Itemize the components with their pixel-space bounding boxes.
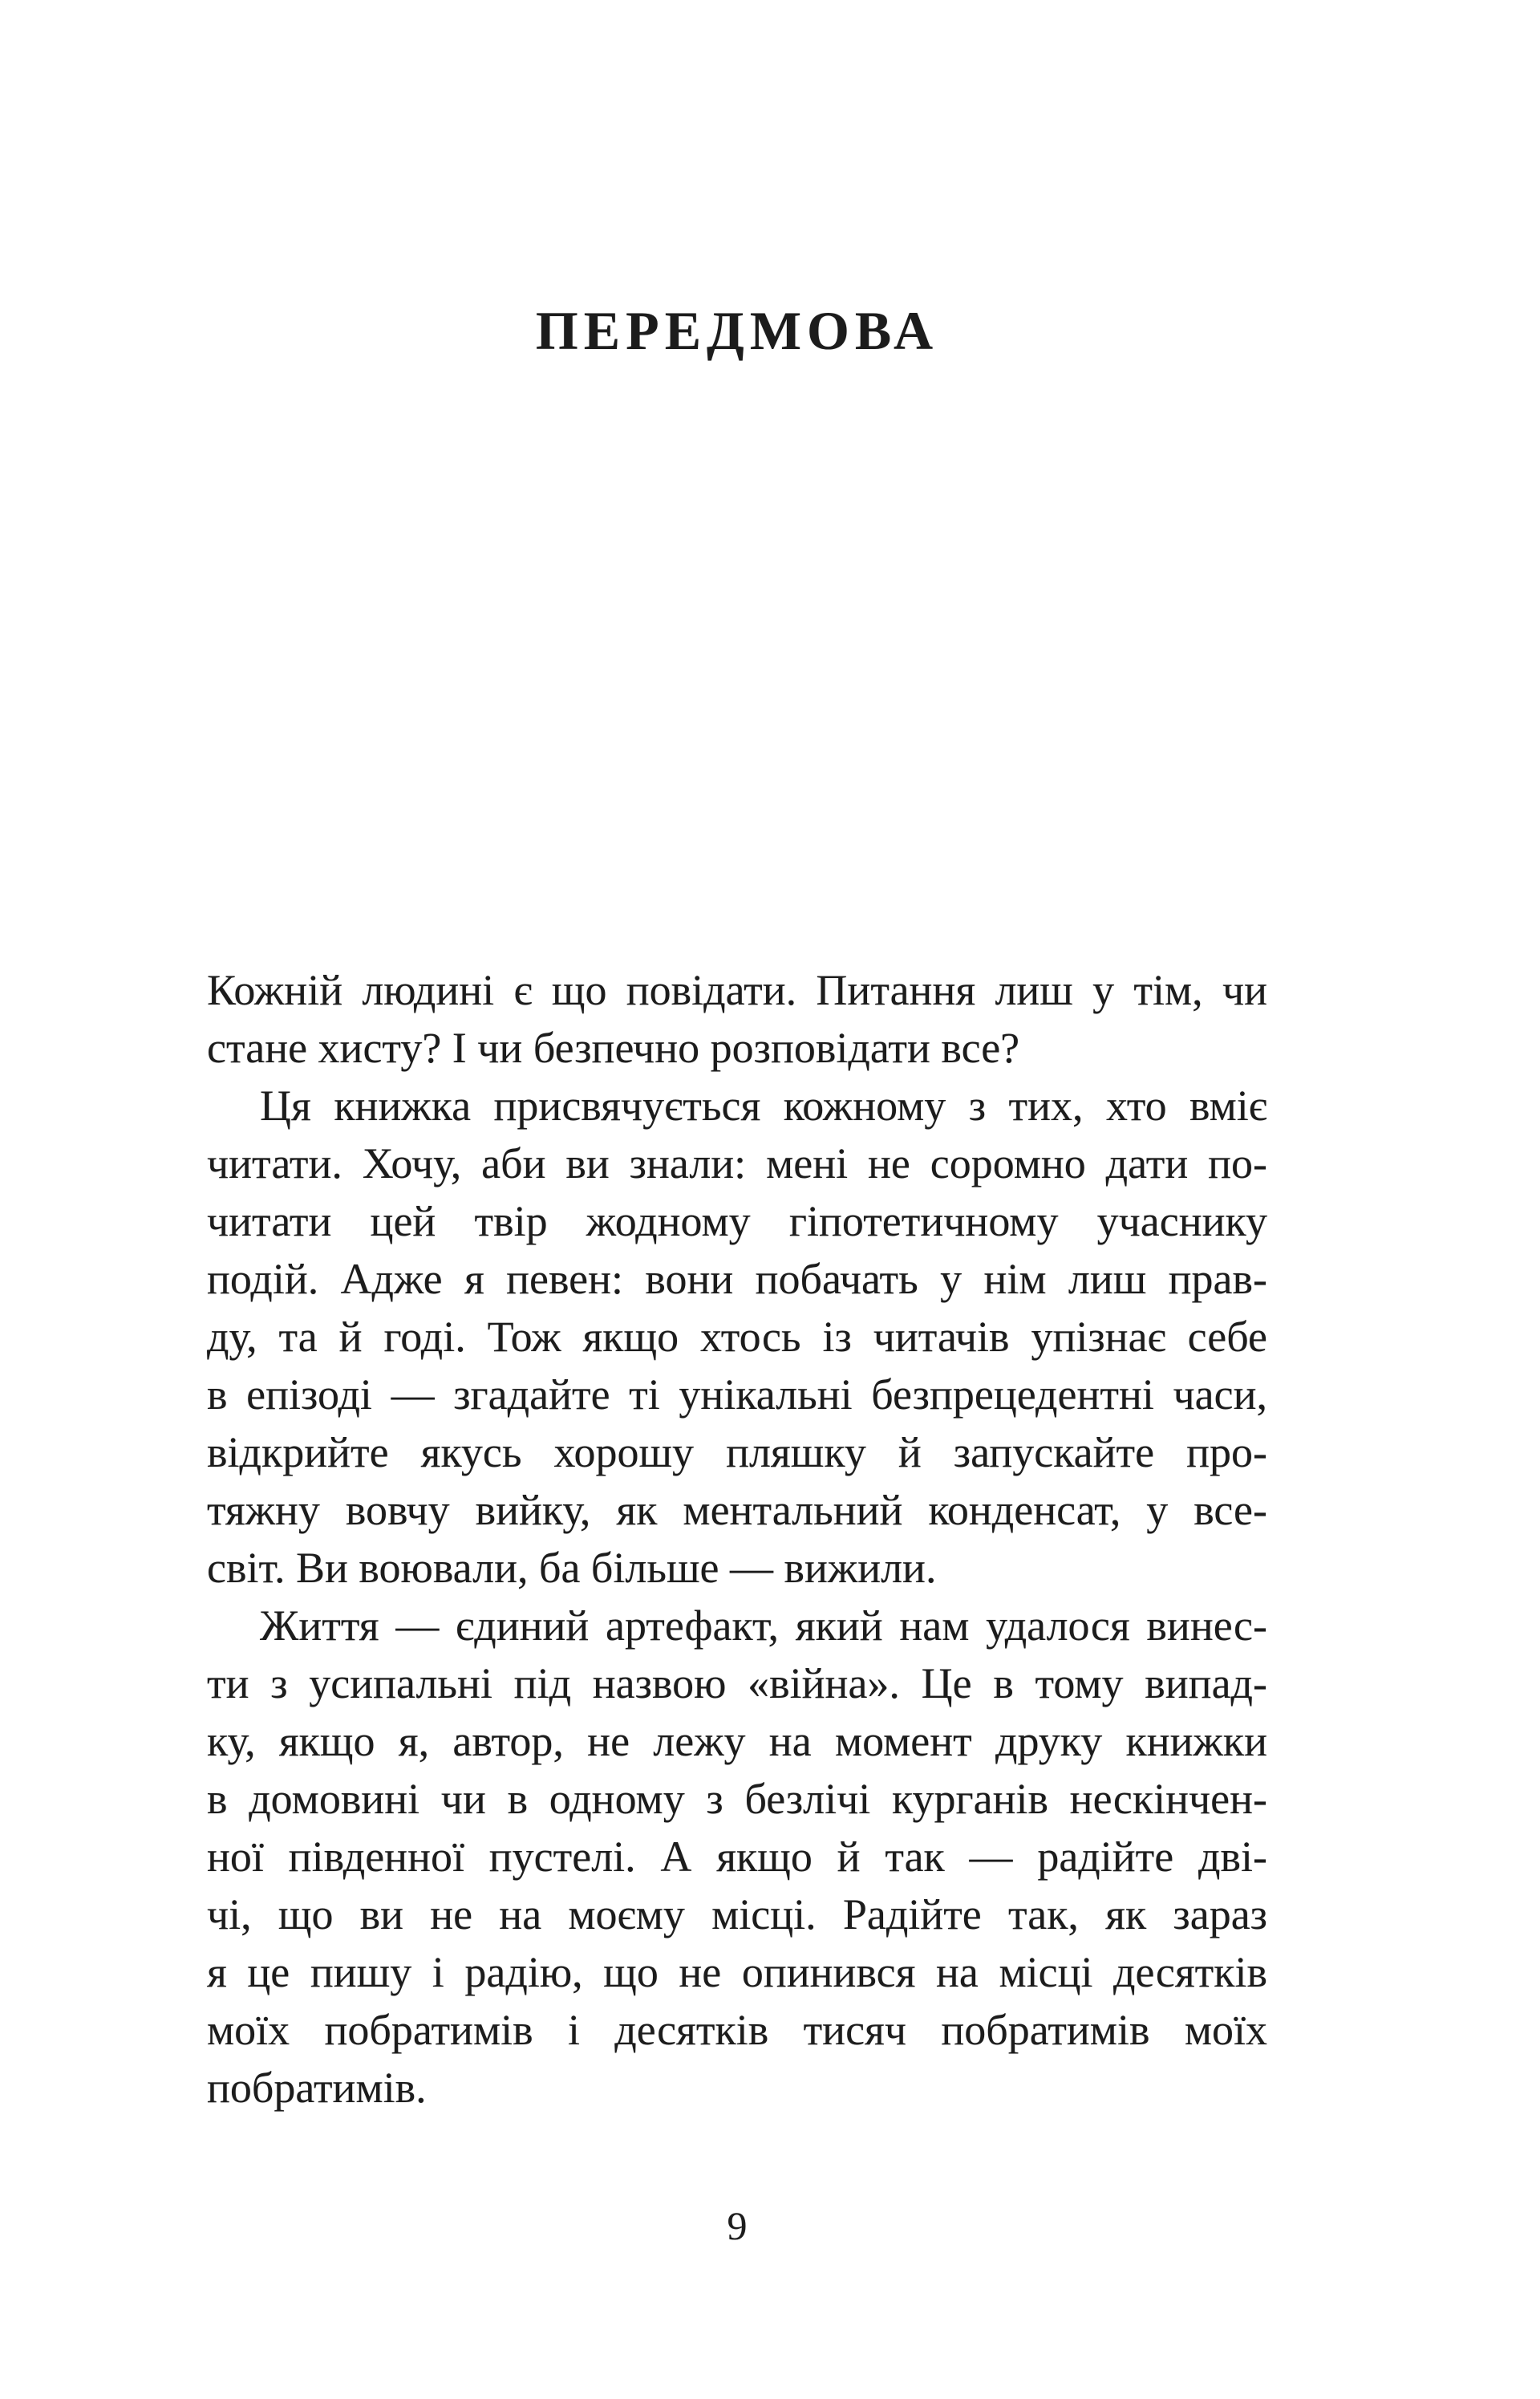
body-line: я це пишу і радію, що не опинився на місці десятків (207, 1948, 1267, 1996)
body-line: в епізоді — згадайте ті унікальні безпрецедентні часи, (207, 1370, 1267, 1419)
body-line: ної південної пустелі. А якщо й так — радійте дві- (207, 1833, 1267, 1881)
body-line: чі, що ви не на моєму місці. Радійте так, як зараз (207, 1890, 1267, 1938)
body-line: моїх побратимів і десятків тисяч побратимів моїх (207, 2006, 1267, 2054)
body-line: світ. Ви воювали, ба більше — вижили. (207, 1544, 937, 1592)
chapter-heading: ПЕРЕДМОВА (535, 300, 939, 361)
body-line: побратимів. (207, 2064, 427, 2112)
body-line: ти з усипальні під назвою «війна». Це в тому випад- (207, 1659, 1267, 1707)
body-line: тяжну вовчу вийку, як ментальний конденсат, у все- (207, 1486, 1267, 1534)
body-line: відкрийте якусь хорошу пляшку й запускайте про- (207, 1428, 1267, 1476)
body-text (207, 961, 1267, 2117)
body-line: подій. Адже я певен: вони побачать у нім лиш прав- (207, 1255, 1267, 1303)
body-line: в домовині чи в одному з безлічі курганів нескінчен- (207, 1775, 1267, 1823)
body-line: Кожній людині є що повідати. Питання лиш у тім, чи (207, 966, 1267, 1014)
body-line: Життя — єдиний артефакт, який нам удалося винес- (260, 1601, 1267, 1650)
body-line: Ця книжка присвячується кожному з тих, хто вміє (260, 1082, 1267, 1130)
body-line: читати. Хочу, аби ви знали: мені не соромно дати по- (207, 1139, 1267, 1187)
body-line: стане хисту? І чи безпечно розповідати все? (207, 1024, 1020, 1072)
page-number: 9 (727, 2203, 748, 2248)
body-line: ку, якщо я, автор, не лежу на момент друку книжки (207, 1717, 1267, 1765)
body-line: ду, та й годі. Тож якщо хтось із читачів упізнає себе (207, 1313, 1267, 1361)
body-line: читати цей твір жодному гіпотетичному учаснику (207, 1197, 1267, 1245)
